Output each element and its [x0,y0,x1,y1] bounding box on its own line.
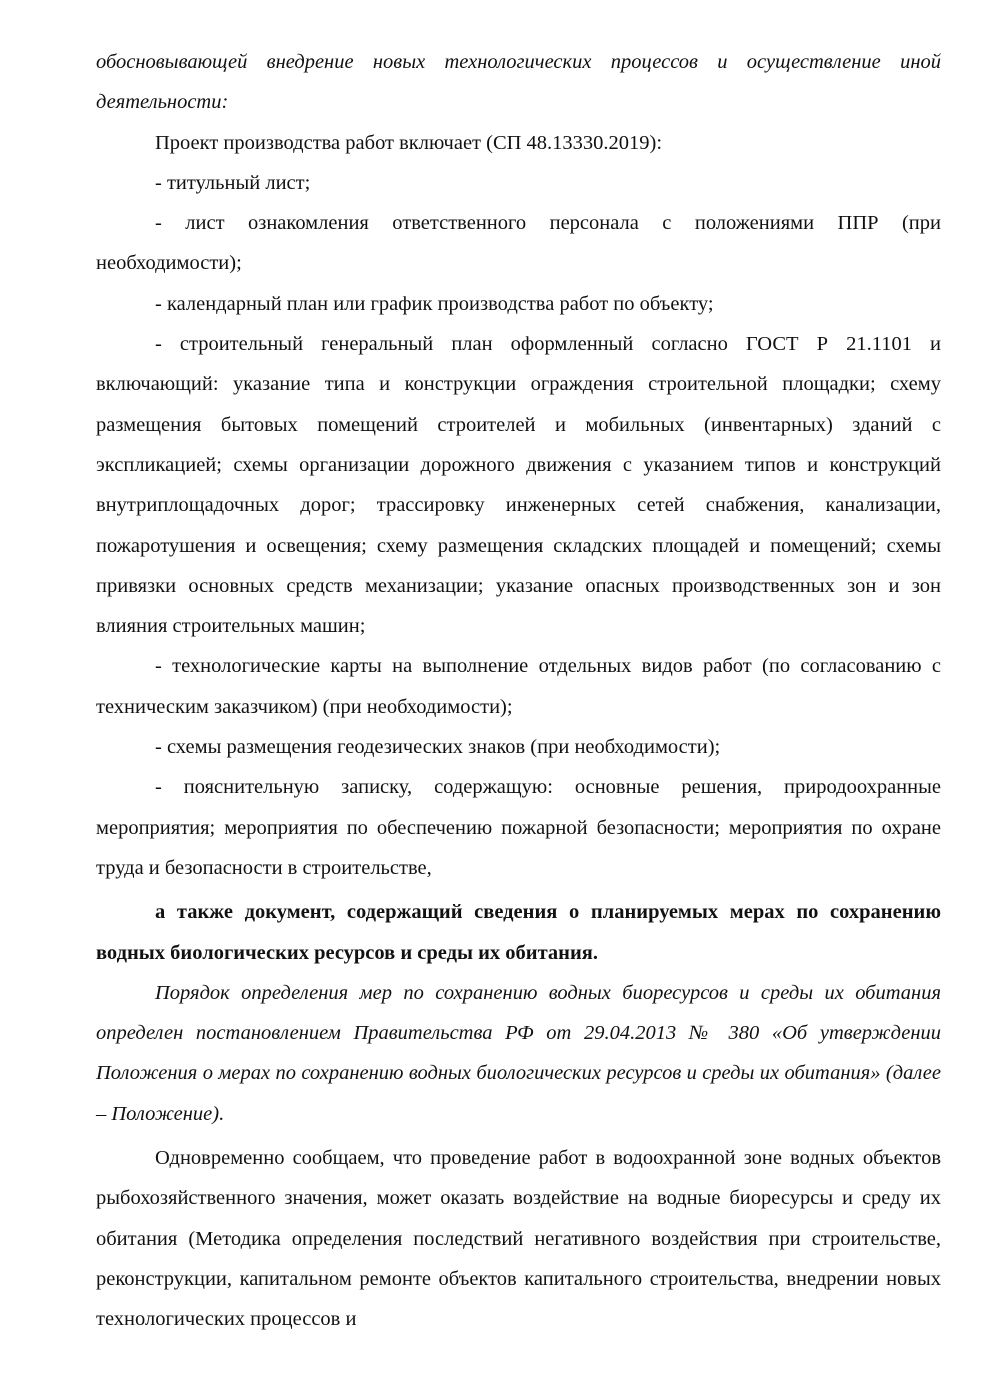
list-item-title-sheet: - титульный лист; [155,171,311,194]
paragraph-continuation: обосновывающей внедрение новых технологических процессов и осуществление иной деятельности: [96,51,941,114]
list-item-familiarization-sheet: - лист ознакомления ответственного персонала с положениями ППР (при необходимости); [96,212,941,275]
paragraph-ppr-intro: Проект производства работ включает (СП 48.13330.2019): [155,131,663,154]
paragraph-bold-measures: а также документ, содержащий сведения о планируемых мерах по сохранению водных биологических ресурсов и среды их обитания. [96,901,941,964]
list-item-technological-cards: - технологические карты на выполнение отдельных видов работ (по согласованию с техническим заказчиком) (при необходимости); [96,655,941,718]
paragraph-simultaneously: Одновременно сообщаем, что проведение работ в водоохранной зоне водных объектов рыбохозяйственного значения, может оказать воздействие на водные биоресурсы и среду их обитания (Методика определения последствий негативного воздействия при строительстве, реконструкции, капитальном ремонте объектов капитального строительства, внедрении новых технологических процессов и [96,1147,941,1331]
document-page [96,42,941,1340]
list-item-geodetic-schemes: - схемы размещения геодезических знаков (при необходимости); [155,736,721,759]
paragraph-italic-order: Порядок определения мер по сохранению водных биоресурсов и среды их обитания определен постановлением Правительства РФ от 29.04.2013 № 380 «Об утверждении Положения о мерах по сохранению водных биологических ресурсов и среды их обитания» (далее – Положение). [96,981,941,1125]
list-item-calendar-plan: - календарный план или график производства работ по объекту; [155,292,714,315]
list-item-construction-genplan: - строительный генеральный план оформленный согласно ГОСТ Р 21.1101 и включающий: указание типа и конструкции ограждения строительной площадки; схему размещения бытовых помещений строителей и мобильных (инвентарных) зданий с экспликацией; схемы организации дорожного движения с указанием типов и конструкций внутриплощадочных дорог; трассировку инженерных сетей снабжения, канализации, пожаротушения и освещения; схему размещения складских площадей и помещений; схемы привязки основных средств механизации; указание опасных производственных зон и зон влияния строительных машин; [96,333,941,638]
list-item-explanatory-note: - пояснительную записку, содержащую: основные решения, природоохранные мероприятия; мероприятия по обеспечению пожарной безопасности; мероприятия по охране труда и безопасности в строительстве, [96,776,941,879]
